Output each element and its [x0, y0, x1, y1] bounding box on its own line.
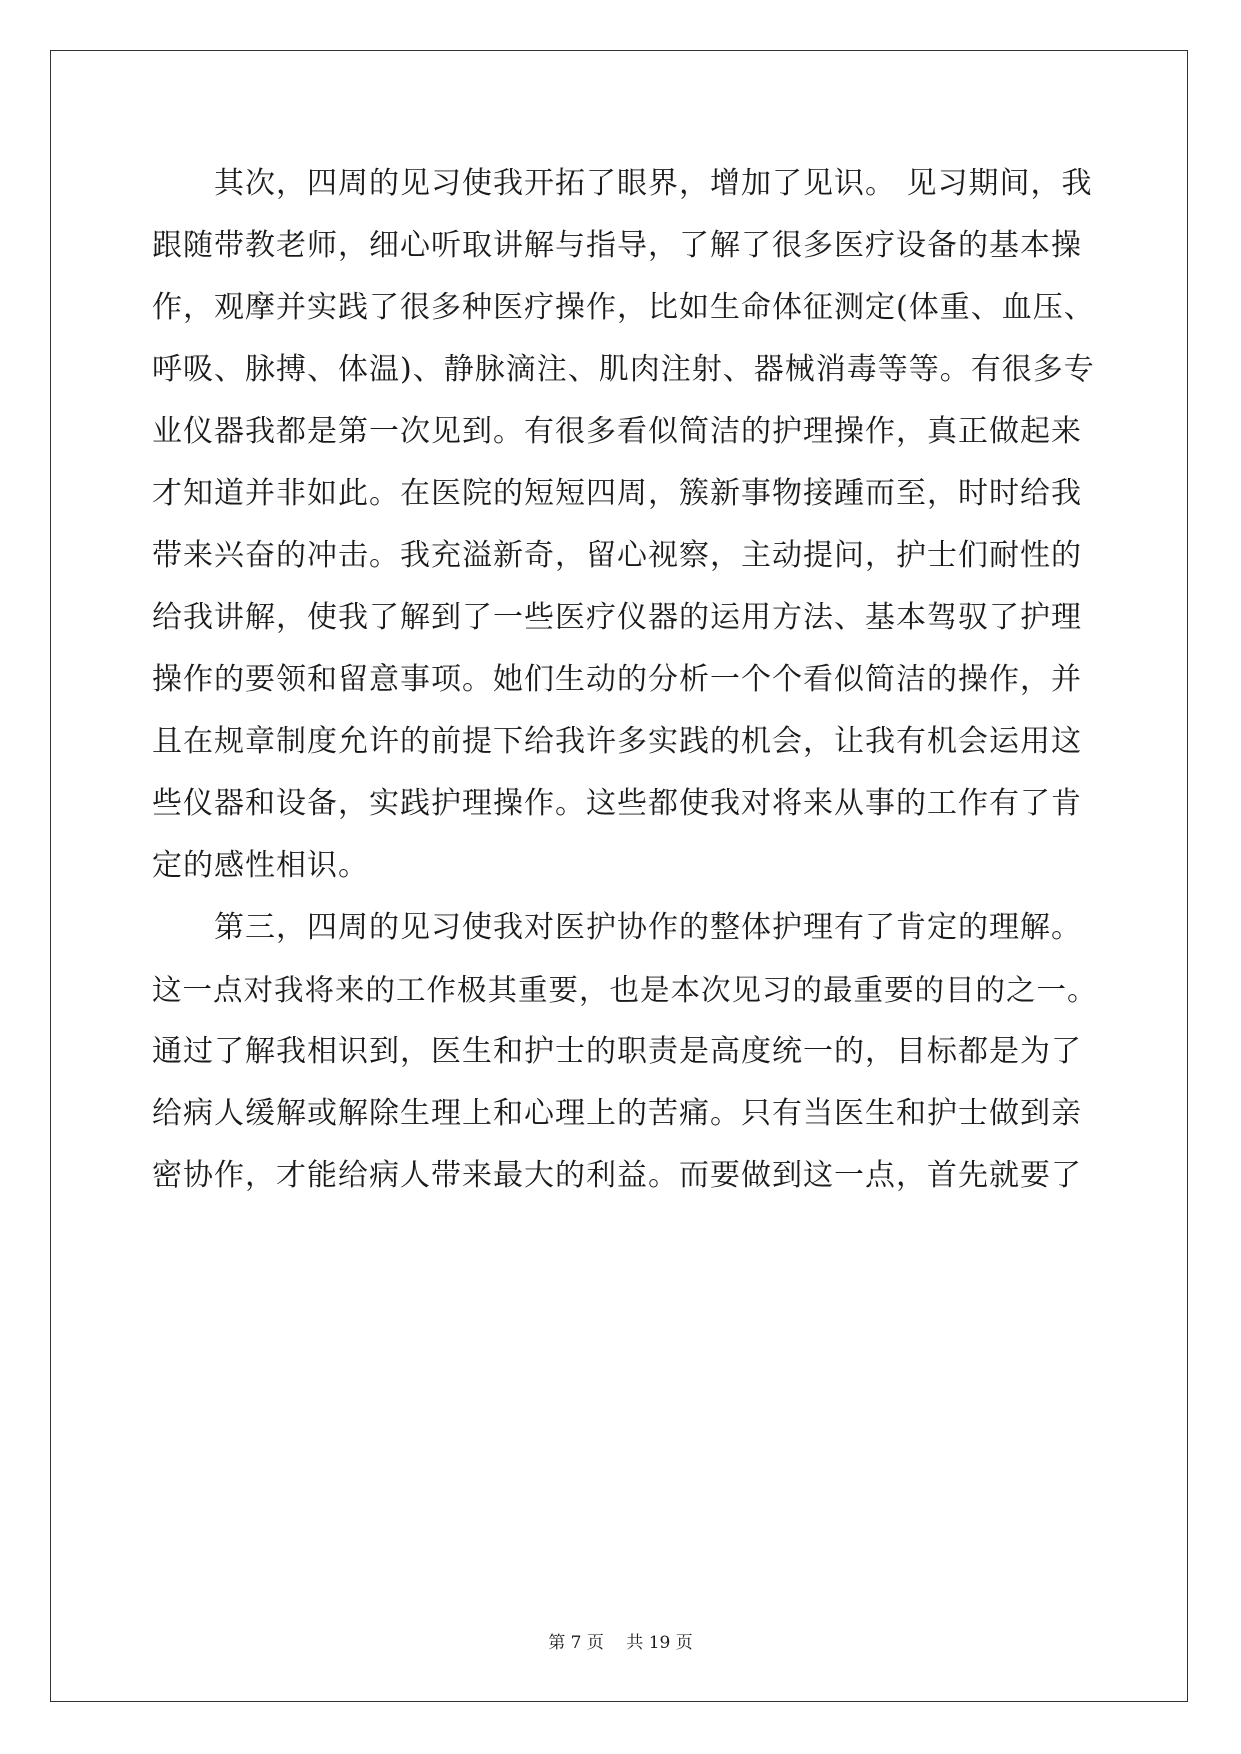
text-line: 密协作，才能给病人带来最大的利益。而要做到这一点，首先就要了: [152, 1158, 1082, 1193]
text-line: 业仪器我都是第一次见到。有很多看似简洁的护理操作，真正做起来: [152, 414, 1082, 449]
text-line: 操作的要领和留意事项。她们生动的分析一个个看似简洁的操作，并: [152, 662, 1082, 697]
page-footer: 第 7 页 共 19 页: [548, 1633, 693, 1653]
text-line: 作，观摩并实践了很多种医疗操作，比如生命体征测定(体重、血压、: [152, 290, 1095, 325]
text-line: 跟随带教老师，细心听取讲解与指导，了解了很多医疗设备的基本操: [152, 228, 1082, 263]
text-line: 且在规章制度允许的前提下给我许多实践的机会，让我有机会运用这: [152, 724, 1082, 759]
text-line: 呼吸、脉搏、体温)、静脉滴注、肌肉注射、器械消毒等等。有很多专: [152, 352, 1095, 387]
text-line: 给我讲解，使我了解到了一些医疗仪器的运用方法、基本驾驭了护理: [152, 600, 1082, 635]
text-line: 定的感性相识。: [152, 848, 369, 883]
text-line: 其次，四周的见习使我开拓了眼界，增加了见识。 见习期间，我: [152, 166, 1093, 201]
text-line: 才知道并非如此。在医院的短短四周，簇新事物接踵而至，时时给我: [152, 476, 1082, 511]
text-line: 这一点对我将来的工作极其重要，也是本次见习的最重要的目的之一。: [152, 973, 1098, 1007]
text-line: 通过了解我相识到，医生和护士的职责是高度统一的，目标都是为了: [152, 1034, 1082, 1069]
text-line: 给病人缓解或解除生理上和心理上的苦痛。只有当医生和护士做到亲: [152, 1096, 1082, 1131]
text-line: 第三，四周的见习使我对医护协作的整体护理有了肯定的理解。: [152, 910, 1082, 945]
text-line: 些仪器和设备，实践护理操作。这些都使我对将来从事的工作有了肯: [152, 786, 1082, 821]
text-line: 带来兴奋的冲击。我充溢新奇，留心视察，主动提问，护士们耐性的: [152, 538, 1082, 573]
